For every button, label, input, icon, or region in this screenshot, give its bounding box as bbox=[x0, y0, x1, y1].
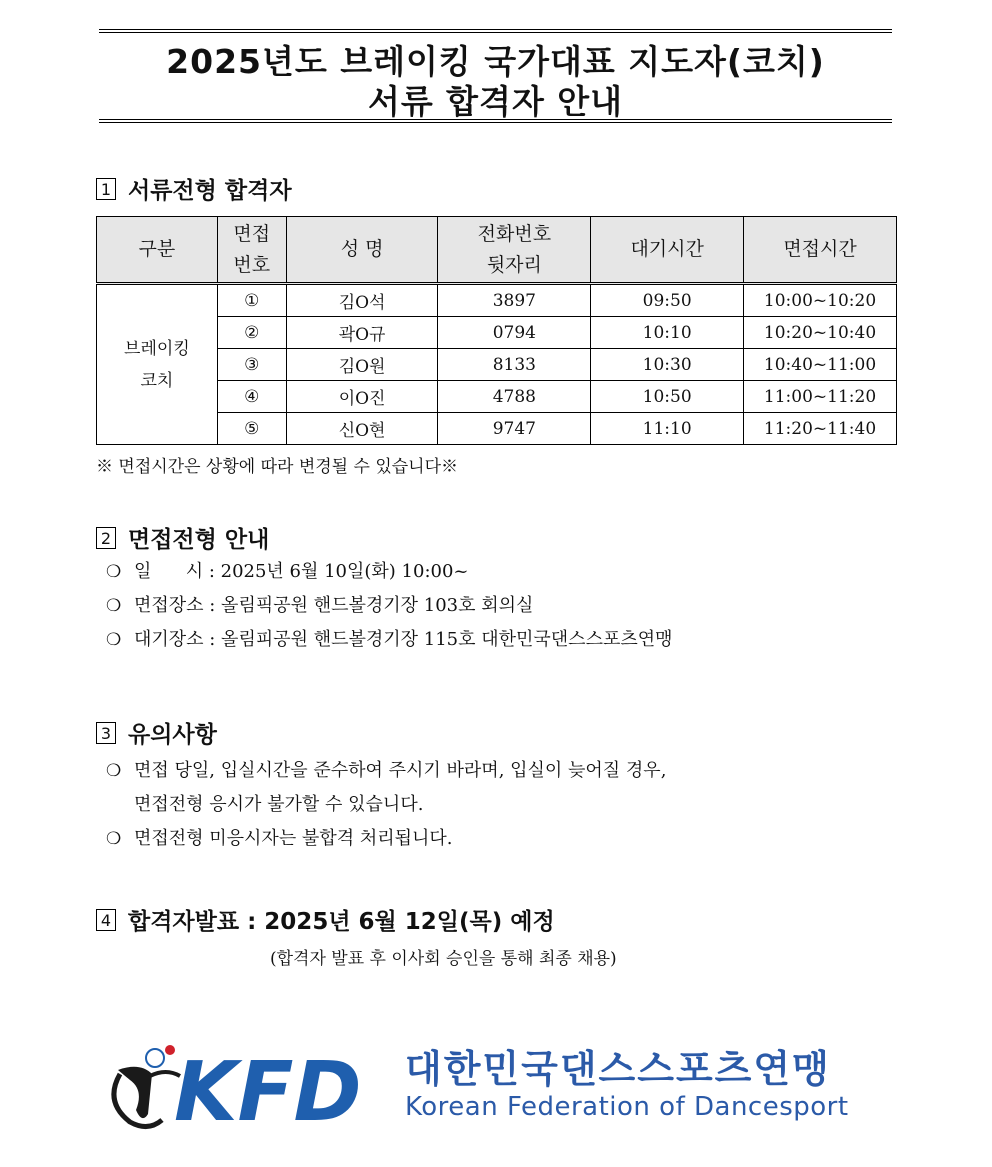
cell-wait: 10:30 bbox=[591, 349, 744, 381]
title-box bbox=[99, 29, 892, 123]
section-number: 2 bbox=[96, 527, 116, 549]
cell-phone: 3897 bbox=[438, 284, 591, 317]
section-4-heading bbox=[96, 903, 555, 936]
org-name-english: Korean Federation of Dancesport bbox=[405, 1092, 849, 1122]
col-wait: 대기시간 bbox=[591, 217, 744, 284]
caution-2: 면접전형 미응시자는 불합격 처리됩니다. bbox=[134, 828, 453, 849]
table-row bbox=[97, 413, 897, 445]
col-category: 구분 bbox=[97, 217, 218, 284]
col-number: 면접 번호 bbox=[217, 217, 286, 284]
table-header-row bbox=[97, 217, 897, 284]
caution-1-line2: 면접전형 응시가 불가할 수 있습니다. bbox=[134, 794, 424, 815]
cell-interview: 11:20~11:40 bbox=[744, 413, 897, 445]
section-number: 3 bbox=[96, 722, 116, 744]
cell-interview: 10:20~10:40 bbox=[744, 317, 897, 349]
section-number: 4 bbox=[96, 909, 116, 931]
section-3-heading bbox=[96, 716, 217, 749]
bullet-icon: ❍ bbox=[106, 630, 122, 650]
bullet-icon: ❍ bbox=[106, 596, 122, 616]
cell-number: ① bbox=[217, 284, 286, 317]
cell-name: 신O현 bbox=[286, 413, 438, 445]
section-1-heading bbox=[96, 172, 292, 205]
cell-wait: 10:50 bbox=[591, 381, 744, 413]
section-2-heading bbox=[96, 521, 269, 554]
cell-name: 김O석 bbox=[286, 284, 438, 317]
table-row bbox=[97, 349, 897, 381]
cell-interview: 10:00~10:20 bbox=[744, 284, 897, 317]
cell-name: 김O원 bbox=[286, 349, 438, 381]
cell-wait: 09:50 bbox=[591, 284, 744, 317]
cell-phone: 9747 bbox=[438, 413, 591, 445]
interview-info-list bbox=[106, 555, 673, 657]
list-item bbox=[106, 822, 666, 856]
cell-interview: 10:40~11:00 bbox=[744, 349, 897, 381]
cell-name: 곽O규 bbox=[286, 317, 438, 349]
dancer-emblem-icon bbox=[114, 1045, 180, 1127]
applicants-table bbox=[96, 216, 897, 445]
col-phone: 전화번호 뒷자리 bbox=[438, 217, 591, 284]
section-title: 유의사항 bbox=[128, 722, 217, 748]
cell-number: ⑤ bbox=[217, 413, 286, 445]
section-number: 1 bbox=[96, 178, 116, 200]
bullet-icon: ❍ bbox=[106, 562, 122, 582]
cell-interview: 11:00~11:20 bbox=[744, 381, 897, 413]
cell-phone: 0794 bbox=[438, 317, 591, 349]
list-item bbox=[106, 555, 673, 589]
list-item bbox=[106, 754, 666, 788]
cell-phone: 8133 bbox=[438, 349, 591, 381]
org-name-korean: 대한민국댄스스포츠연맹 bbox=[405, 1047, 831, 1091]
table-row bbox=[97, 381, 897, 413]
cell-wait: 10:10 bbox=[591, 317, 744, 349]
page-title-line2: 서류 합격자 안내 bbox=[367, 82, 624, 121]
cell-name: 이O진 bbox=[286, 381, 438, 413]
caution-1-line1: 면접 당일, 입실시간을 준수하여 주시기 바라며, 입실이 늦어질 경우, bbox=[134, 760, 667, 781]
cell-number: ④ bbox=[217, 381, 286, 413]
logo-mark: KFD bbox=[174, 1045, 362, 1132]
page-title-line1: 2025년도 브레이킹 국가대표 지도자(코치) bbox=[166, 42, 825, 81]
schedule-note: ※ 면접시간은 상황에 따라 변경될 수 있습니다※ bbox=[96, 457, 459, 477]
cell-number: ③ bbox=[217, 349, 286, 381]
bullet-icon: ❍ bbox=[106, 829, 122, 849]
table-row bbox=[97, 317, 897, 349]
section-title: 면접전형 안내 bbox=[128, 527, 270, 553]
interview-date: 일 시 : 2025년 6월 10일(화) 10:00~ bbox=[134, 561, 469, 582]
col-interview: 면접시간 bbox=[744, 217, 897, 284]
section-title: 합격자발표 : 2025년 6월 12일(목) 예정 bbox=[128, 909, 555, 935]
category-cell: 브레이킹 코치 bbox=[97, 284, 218, 445]
waiting-place: 대기장소 : 올림피공원 핸드볼경기장 115호 대한민국댄스스포츠연맹 bbox=[134, 629, 673, 650]
list-item bbox=[106, 623, 673, 657]
cell-wait: 11:10 bbox=[591, 413, 744, 445]
cautions-list bbox=[106, 754, 666, 856]
cell-number: ② bbox=[217, 317, 286, 349]
section-title: 서류전형 합격자 bbox=[128, 178, 292, 204]
list-item bbox=[106, 589, 673, 623]
col-name: 성 명 bbox=[286, 217, 438, 284]
interview-place: 면접장소 : 올림픽공원 핸드볼경기장 103호 회의실 bbox=[134, 595, 534, 616]
table-row bbox=[97, 284, 897, 317]
bullet-icon: ❍ bbox=[106, 761, 122, 781]
announcement-note: (합격자 발표 후 이사회 승인을 통해 최종 채용) bbox=[270, 949, 617, 969]
cell-phone: 4788 bbox=[438, 381, 591, 413]
